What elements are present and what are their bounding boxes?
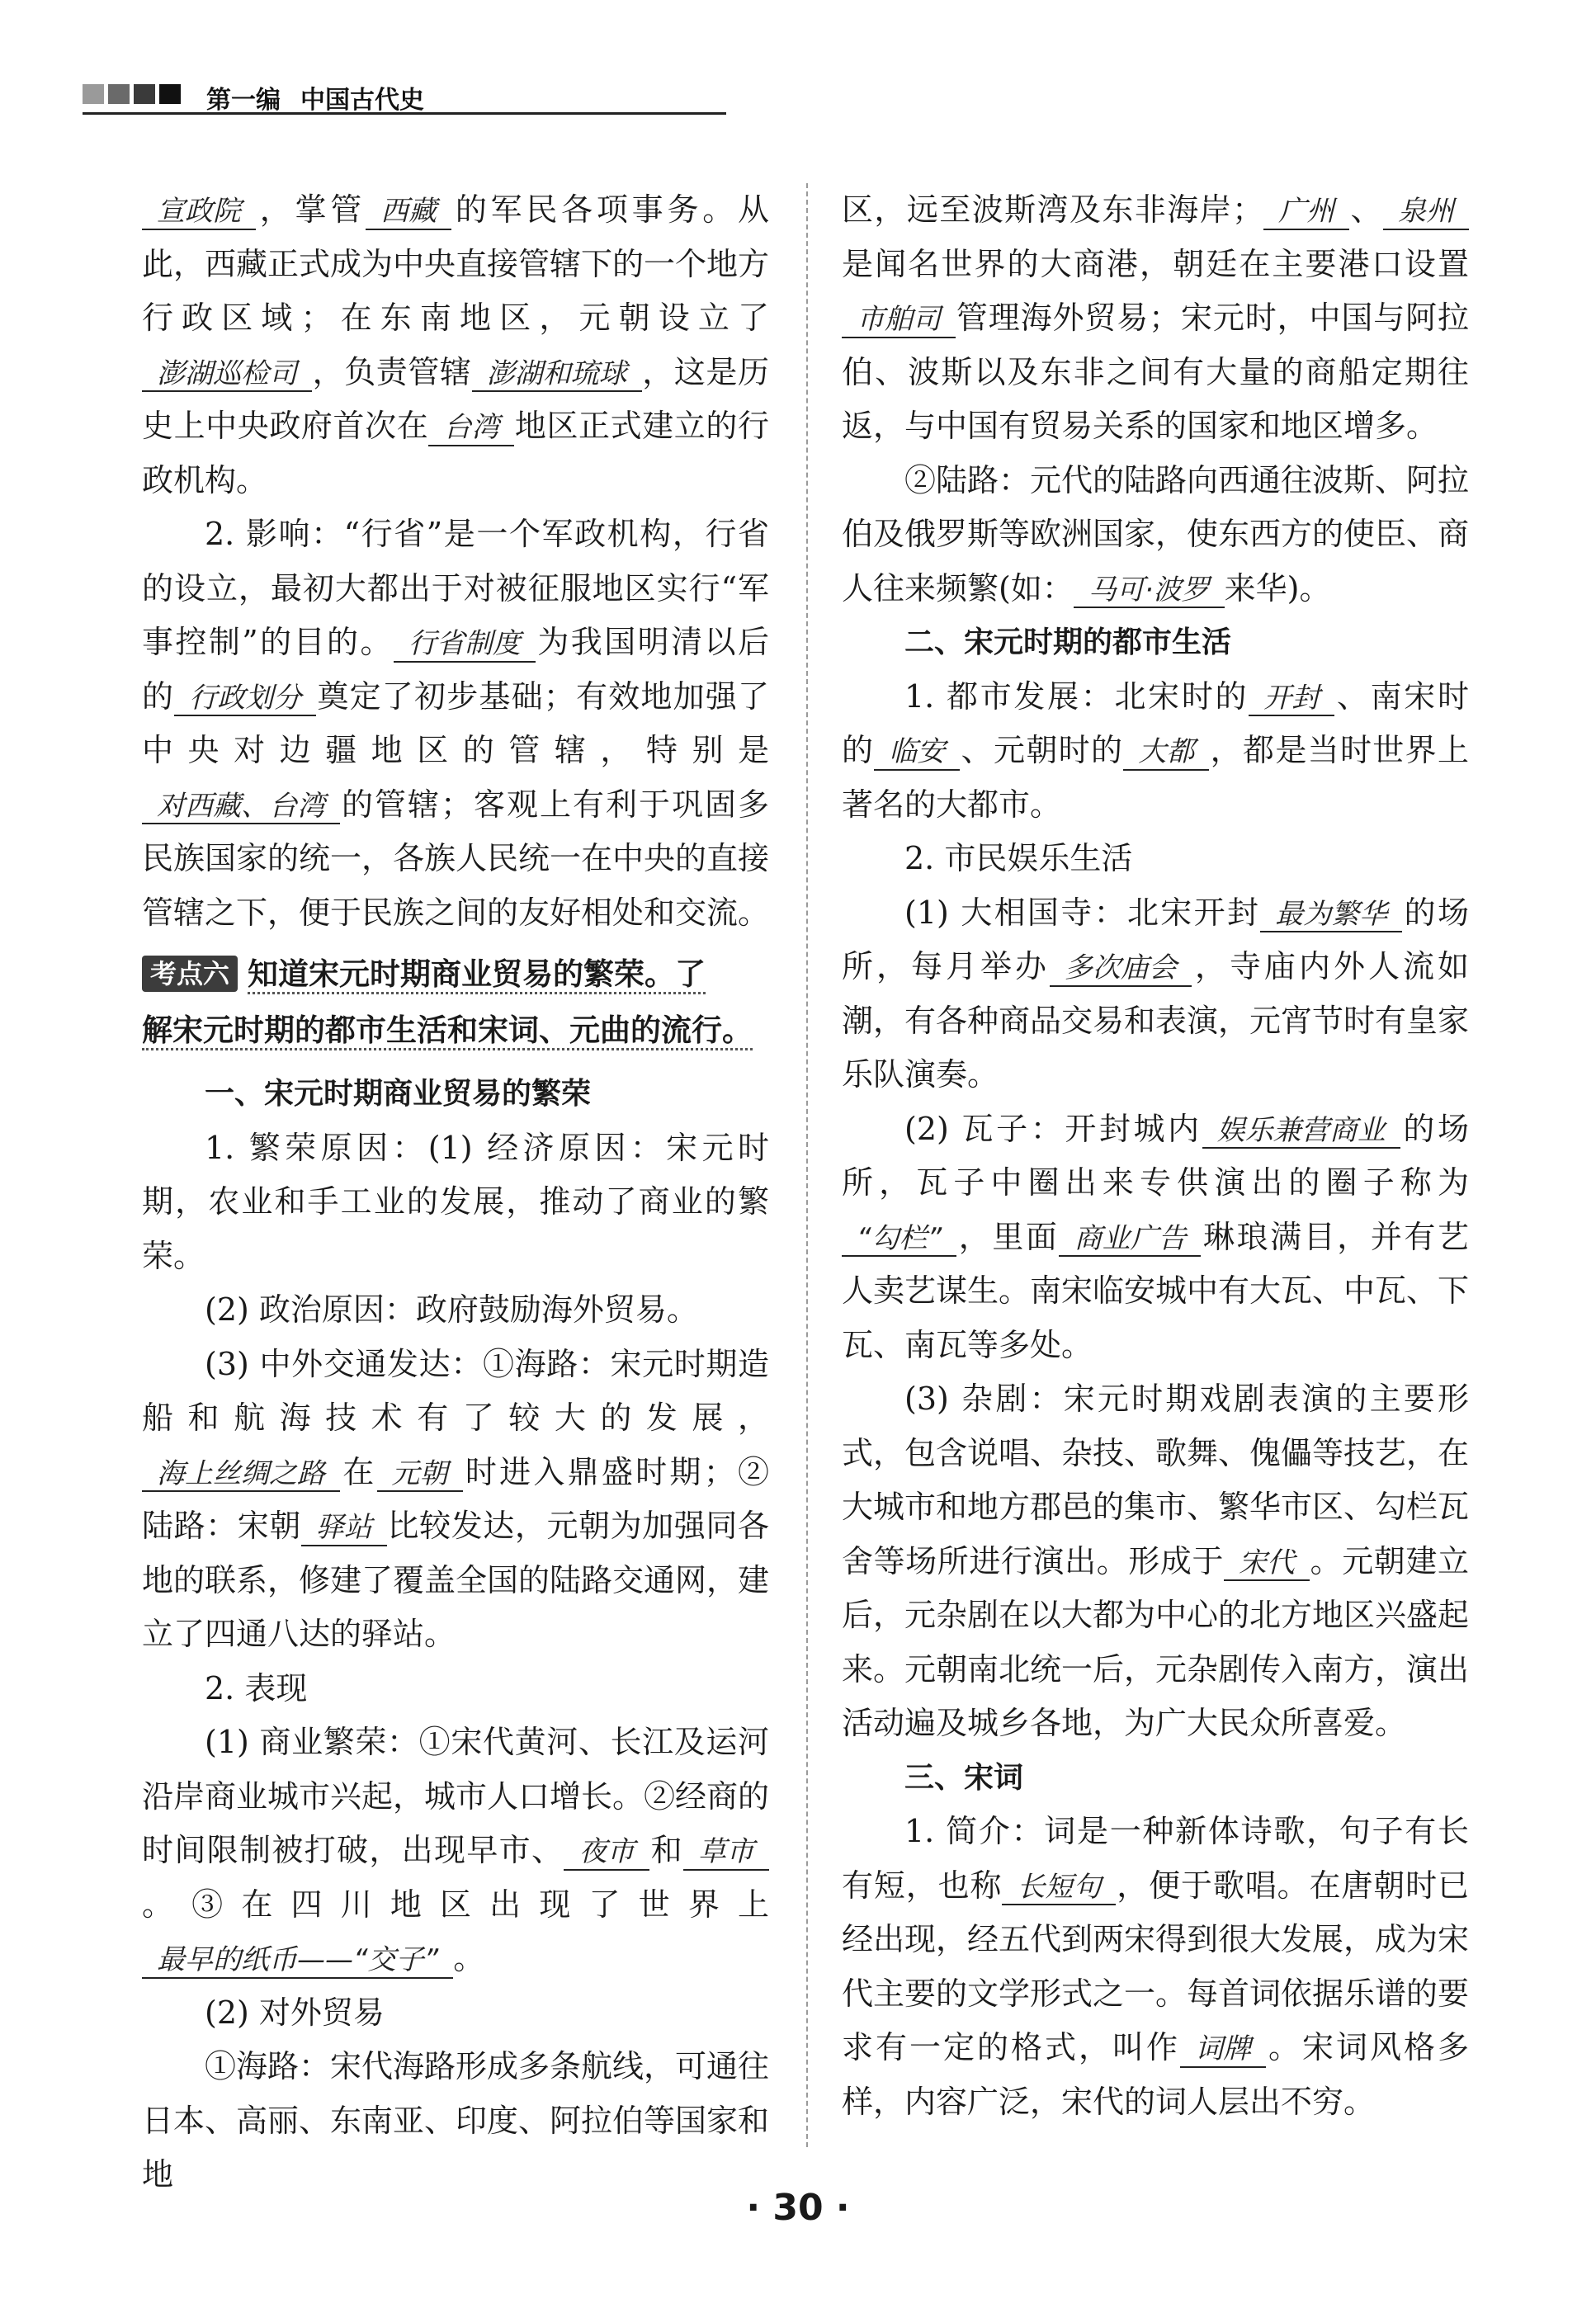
answer-blank: 行政划分 xyxy=(174,682,316,717)
paragraph: ①海路：宋代海路形成多条航线，可通往日本、高丽、东南亚、印度、阿拉伯等国家和地 xyxy=(142,2048,770,2193)
answer-blank: 市舶司 xyxy=(842,303,956,338)
right-column xyxy=(842,183,1469,2129)
answer-blank: “勾栏” xyxy=(842,1222,956,1258)
answer-blank: 广州 xyxy=(1263,195,1349,230)
header-chapter: 中国古代史 xyxy=(300,86,424,115)
paragraph: (3) 杂剧：宋元时期戏剧表演的主要形式，包含说唱、杂技、歌舞、傀儡等技艺，在大城市和地方郡邑的集市、繁华市区、勾栏瓦舍等场所进行演出。形成于 宋代 。元朝建立后，元杂剧在以大都为中心的北方地区兴盛起来。元朝南北统一后，元杂剧传入南方，演出活动遍及城乡各地，为广大民众所喜爱。 xyxy=(842,1381,1470,1741)
answer-blank: 最早的纸币——“交子” xyxy=(142,1943,453,1979)
answer-blank: 台湾 xyxy=(428,411,514,446)
answer-blank: 开封 xyxy=(1249,682,1334,717)
answer-blank: 词牌 xyxy=(1180,2032,1266,2068)
paragraph: 1. 繁荣原因：(1) 经济原因：宋元时期，农业和手工业的发展，推动了商业的繁荣。 xyxy=(142,1129,769,1274)
section-title: 二、宋元时期的都市生活 xyxy=(904,625,1232,659)
answer-blank: 泉州 xyxy=(1383,195,1469,230)
header-square xyxy=(83,84,104,104)
paragraph: ②陆路：元代的陆路向西通往波斯、阿拉伯及俄罗斯等欧洲国家，使东西方的使臣、商人往来频繁(如： 马可·波罗 来华)。 xyxy=(842,454,1469,616)
answer-blank: 大都 xyxy=(1123,735,1209,771)
answer-blank: 草市 xyxy=(683,1835,769,1871)
header-squares xyxy=(83,84,185,107)
answer-blank: 驿站 xyxy=(301,1511,387,1546)
header-part: 第一编 xyxy=(206,86,281,115)
answer-blank: 宣政院 xyxy=(142,195,256,230)
paragraph: (3) 中外交通发达：①海路：宋元时期造船和航海技术有了较大的发展，海上丝绸之路 在 元朝 时进入鼎盛时期；②陆路：宋朝 驿站 比较发达，元朝为加强同各地的联系，修建了覆盖全国的陆路交通网，建立了四通八达的驿站。 xyxy=(142,1345,770,1652)
exam-point-badge: 考点六 xyxy=(142,956,238,992)
section-title: 一、宋元时期商业贸易的繁荣 xyxy=(205,1077,592,1111)
paragraph: (2) 瓦子：开封城内 娱乐兼营商业 的场所，瓦子中圈出来专供演出的圈子称为“勾栏” ，里面 商业广告 琳琅满目，并有艺人卖艺谋生。南宋临安城中有大瓦、中瓦、下瓦、南瓦等多处。 xyxy=(842,1110,1470,1363)
answer-blank: 最为繁华 xyxy=(1260,898,1402,933)
header-square xyxy=(108,84,130,104)
header-title xyxy=(206,79,424,116)
answer-blank: 马可·波罗 xyxy=(1074,574,1225,609)
paragraph: (2) 政治原因：政府鼓励海外贸易。 xyxy=(205,1291,698,1328)
answer-blank: 澎湖和琉球 xyxy=(472,357,642,393)
paragraph: 宣政院 ，掌管 西藏 的军民各项事务。从此，西藏正式成为中央直接管辖下的一个地方行政区域；在东南地区，元朝设立了澎湖巡检司 ，负责管辖 澎湖和琉球 ，这是历史上中央政府首次在 台湾 地区正式建立的行政机构。 xyxy=(142,191,770,498)
paragraph: 2. 影响：“行省”是一个军政机构，行省的设立，最初大都出于对被征服地区实行“军事控制”的目的。 行省制度 为我国明清以后的 行政划分 奠定了初步基础；有效地加强了中央对边疆地区的管辖，特别是对西藏、台湾 的管辖；客观上有利于巩固多民族国家的统一，各族人民统一在中央的直接管辖之下，便于民族之间的友好相处和交流。 xyxy=(142,516,770,931)
answer-blank: 海上丝绸之路 xyxy=(142,1457,340,1493)
paragraph: (2) 对外贸易 xyxy=(205,1994,385,2031)
paragraph: 2. 表现 xyxy=(205,1669,308,1706)
answer-blank: 澎湖巡检司 xyxy=(142,357,312,393)
answer-blank: 多次庙会 xyxy=(1050,951,1192,987)
paragraph: (1) 商业繁荣：①宋代黄河、长江及运河沿岸商业城市兴起，城市人口增长。②经商的时间限制被打破，出现早市、 夜市 和 草市。③在四川地区出现了世界上最早的纸币——“交子” 。 xyxy=(142,1716,769,1986)
answer-blank: 商业广告 xyxy=(1059,1222,1201,1258)
header-square xyxy=(159,84,181,104)
section-title: 三、宋词 xyxy=(904,1760,1024,1795)
answer-blank: 西藏 xyxy=(366,195,451,230)
header-square xyxy=(134,84,155,104)
paragraph: (1) 大相国寺：北宋开封 最为繁华 的场所，每月举办 多次庙会 ，寺庙内外人流如潮，有各种商品交易和表演，元宵节时有皇家乐队演奏。 xyxy=(842,894,1470,1093)
answer-blank: 娱乐兼营商业 xyxy=(1202,1114,1400,1149)
paragraph: 1. 都市发展：北宋时的 开封 、南宋时的 临安 、元朝时的 大都 ，都是当时世界上著名的大都市。 xyxy=(842,677,1469,823)
answer-blank: 宋代 xyxy=(1224,1546,1310,1582)
answer-blank: 长短句 xyxy=(1002,1871,1116,1906)
answer-blank: 对西藏、台湾 xyxy=(142,790,340,825)
left-column xyxy=(142,183,769,2202)
page-number: · 30 · xyxy=(746,2187,850,2229)
answer-blank: 元朝 xyxy=(377,1457,463,1493)
exam-point-heading: 考点六 知道宋元时期商业贸易的繁荣。了 解宋元时期的都市生活和宋词、元曲的流行。 xyxy=(142,946,769,1059)
paragraph: 区，远至波斯湾及东非海岸； 广州 、 泉州是闻名世界的大商港，朝廷在主要港口设置市舶司 管理海外贸易；宋元时，中国与阿拉伯、波斯以及东非之间有大量的商船定期往返，与中国有贸易关系的国家和地区增多。 xyxy=(842,191,1469,444)
paragraph: 2. 市民娱乐生活 xyxy=(904,840,1133,876)
answer-blank: 临安 xyxy=(874,735,960,771)
paragraph: 1. 简介：词是一种新体诗歌，句子有长有短，也称 长短句 ，便于歌唱。在唐朝时已经出现，经五代到两宋得到很大发展，成为宋代主要的文学形式之一。每首词依据乐谱的要求有一定的格式，叫作 词牌 。宋词风格多样，内容广泛，宋代的词人层出不穷。 xyxy=(842,1813,1470,2120)
answer-blank: 夜市 xyxy=(564,1835,649,1871)
column-divider xyxy=(806,183,808,2147)
answer-blank: 行省制度 xyxy=(394,627,536,663)
page-header xyxy=(83,76,726,115)
